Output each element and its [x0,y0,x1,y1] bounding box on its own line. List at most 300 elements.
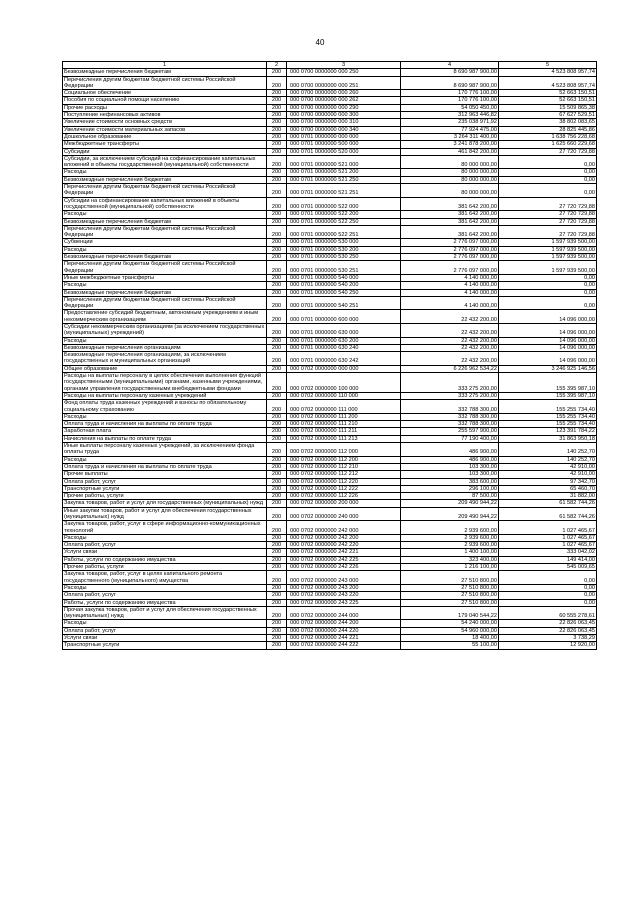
table-row [63,571,597,585]
row-line-code: 200 [267,337,287,344]
row-executed: 31 882,00 [499,493,597,500]
table-row [63,606,597,620]
row-approved: 296 100,00 [401,485,499,492]
table-row [63,126,597,133]
row-approved: 312 963 446,82 [401,112,499,119]
row-executed: 27 720 729,88 [499,197,597,211]
table-row [63,421,597,428]
header-col-name: 1 [63,62,267,69]
row-approved: 486 900,00 [401,443,499,457]
table-row [63,211,597,218]
header-col-executed: 5 [499,62,597,69]
table-row [63,141,597,148]
table-row [63,493,597,500]
row-executed: 545 009,65 [499,564,597,571]
row-name: Расходы [63,413,267,420]
table-row [63,635,597,642]
row-budget-code: 000 0702 0000000 200 000 [287,500,401,507]
row-executed: 61 582 744,26 [499,507,597,521]
row-line-code: 200 [267,428,287,435]
table-row [63,155,597,169]
row-name: Расходы [63,246,267,253]
row-executed: 1 638 756 228,68 [499,133,597,140]
row-budget-code: 000 0701 0000000 521 250 [287,176,401,183]
row-executed: 1 625 660 229,68 [499,141,597,148]
row-name: Расходы [63,211,267,218]
row-name: Дошкольное образование [63,133,267,140]
table-row [63,119,597,126]
row-executed: 27 720 729,88 [499,225,597,239]
table-row [63,599,597,606]
table-row [63,507,597,521]
row-name: Оплата труда и начисления на выплаты по оплате труда [63,421,267,428]
row-line-code: 200 [267,133,287,140]
table-row [63,344,597,351]
row-budget-code: 000 0701 0000000 522 251 [287,225,401,239]
row-line-code: 200 [267,435,287,442]
row-approved: 80 000 000,00 [401,176,499,183]
row-name: Закупка товаров, работ и услуг для государственных (муниципальных) нужд [63,500,267,507]
table-row [63,169,597,176]
row-executed: 3 738,29 [499,635,597,642]
row-executed: 1 597 939 500,00 [499,254,597,261]
row-budget-code: 000 0702 0000000 112 222 [287,485,401,492]
row-approved: 80 000 000,00 [401,155,499,169]
row-executed: 14 096 000,00 [499,310,597,324]
row-line-code: 200 [267,261,287,275]
page-number: 40 [315,38,325,47]
row-approved: 87 500,00 [401,493,499,500]
row-budget-code: 000 0701 0000000 522 000 [287,197,401,211]
row-executed: 27 720 729,88 [499,211,597,218]
row-line-code: 200 [267,119,287,126]
row-executed: 0,00 [499,184,597,198]
row-name: Заработная плата [63,428,267,435]
row-approved: 103 300,00 [401,463,499,470]
row-line-code: 200 [267,211,287,218]
budget-report-table [62,61,597,650]
row-name: Услуги связи [63,549,267,556]
row-line-code: 200 [267,246,287,253]
row-executed: 0,00 [499,584,597,591]
row-budget-code: 000 0702 0000000 112 212 [287,471,401,478]
row-executed: 1 027 465,67 [499,521,597,535]
row-approved: 170 776 100,00 [401,90,499,97]
row-name: Социальное обеспечение [63,90,267,97]
table-row [63,176,597,183]
row-approved: 381 642 200,00 [401,197,499,211]
row-name: Безвозмездные перечисления организациям [63,344,267,351]
row-budget-code: 000 0702 0000000 242 225 [287,556,401,563]
row-line-code: 200 [267,620,287,627]
row-line-code: 200 [267,239,287,246]
row-name: Иные выплаты персоналу казенных учреждений, за исключением фонда оплаты труда [63,443,267,457]
row-executed: 67 627 529,51 [499,112,597,119]
row-approved: 170 776 100,00 [401,97,499,104]
row-approved: 486 900,00 [401,456,499,463]
row-approved: 332 788 300,00 [401,400,499,414]
row-name: Расходы [63,169,267,176]
row-name: Иные межбюджетные трансферты [63,274,267,281]
row-approved: 3 264 311 400,00 [401,133,499,140]
row-name: Расходы [63,620,267,627]
row-budget-code: 000 0701 0000000 630 240 [287,344,401,351]
row-budget-code: 000 0700 0000000 000 300 [287,112,401,119]
row-budget-code: 000 0702 0000000 243 000 [287,571,401,585]
row-line-code: 200 [267,97,287,104]
row-executed: 4 523 808 957,74 [499,69,597,76]
row-executed: 0,00 [499,296,597,310]
row-approved: 8 690 987 900,00 [401,76,499,90]
table-row [63,104,597,111]
row-budget-code: 000 0701 0000000 522 200 [287,211,401,218]
row-name: Субвенции [63,239,267,246]
table-row [63,456,597,463]
row-approved: 381 642 200,00 [401,225,499,239]
row-line-code: 200 [267,352,287,366]
row-approved: 4 140 000,00 [401,282,499,289]
table-row [63,620,597,627]
row-line-code: 200 [267,485,287,492]
row-approved: 55 100,00 [401,642,499,649]
table-row [63,239,597,246]
row-approved: 4 140 000,00 [401,289,499,296]
row-budget-code: 000 0700 0000000 000 260 [287,90,401,97]
row-line-code: 200 [267,456,287,463]
row-name: Межбюджетные трансферты [63,141,267,148]
row-name: Перечисления другим бюджетам бюджетной системы Российской Федерации [63,76,267,90]
row-executed: 0,00 [499,592,597,599]
row-executed: 0,00 [499,176,597,183]
row-approved: 6 226 962 534,22 [401,365,499,372]
row-name: Оплата работ, услуг [63,542,267,549]
row-executed: 14 096 000,00 [499,323,597,337]
row-line-code: 200 [267,392,287,399]
table-row [63,534,597,541]
row-line-code: 200 [267,463,287,470]
row-approved: 461 842 200,00 [401,148,499,155]
table-row [63,289,597,296]
row-approved: 179 040 544,22 [401,606,499,620]
row-approved: 27 510 800,00 [401,571,499,585]
row-budget-code: 000 0700 0000000 000 250 [287,69,401,76]
row-name: Безвозмездные перечисления бюджетам [63,218,267,225]
row-executed: 97 342,70 [499,478,597,485]
row-name: Прочие работы, услуги [63,564,267,571]
row-executed: 155 395 987,10 [499,373,597,393]
row-budget-code: 000 0702 0000000 111 200 [287,413,401,420]
row-executed: 0,00 [499,599,597,606]
row-executed: 52 663 150,51 [499,90,597,97]
row-executed: 1 597 939 500,00 [499,239,597,246]
row-executed: 28 825 445,86 [499,126,597,133]
row-name: Расходы [63,282,267,289]
table-row [63,443,597,457]
row-approved: 54 960 000,00 [401,627,499,634]
row-executed: 15 509 865,38 [499,104,597,111]
row-line-code: 200 [267,310,287,324]
row-line-code: 200 [267,599,287,606]
row-budget-code: 000 0702 0000000 242 000 [287,521,401,535]
row-name: Субсидии на софинансирование капитальных вложений в объекты государственной (муниципальной) собственности [63,197,267,211]
row-line-code: 200 [267,571,287,585]
table-row [63,556,597,563]
row-name: Перечисления другим бюджетам бюджетной системы Российской Федерации [63,225,267,239]
row-line-code: 200 [267,289,287,296]
row-line-code: 200 [267,184,287,198]
row-budget-code: 000 0702 0000000 112 200 [287,456,401,463]
row-budget-code: 000 0702 0000000 243 225 [287,599,401,606]
row-approved: 22 432 200,00 [401,337,499,344]
row-budget-code: 000 0702 0000000 111 000 [287,400,401,414]
row-budget-code: 000 0701 0000000 521 251 [287,184,401,198]
row-approved: 18 400,00 [401,635,499,642]
row-budget-code: 000 0702 0000000 242 220 [287,542,401,549]
row-name: Расходы на выплаты персоналу казенных учреждений [63,392,267,399]
row-approved: 4 140 000,00 [401,296,499,310]
row-budget-code: 000 0702 0000000 244 222 [287,642,401,649]
row-executed: 140 252,70 [499,456,597,463]
row-line-code: 200 [267,421,287,428]
row-name: Субсидии, за исключением субсидий на софинансирование капитальных вложений в объекты государственной (муниципальной) собственности [63,155,267,169]
row-line-code: 200 [267,627,287,634]
row-budget-code: 000 0701 0000000 530 000 [287,239,401,246]
row-line-code: 200 [267,155,287,169]
row-name: Перечисления другим бюджетам бюджетной системы Российской Федерации [63,296,267,310]
table-row [63,352,597,366]
row-approved: 22 432 200,00 [401,310,499,324]
row-executed: 65 460,70 [499,485,597,492]
row-budget-code: 000 0701 0000000 540 250 [287,289,401,296]
row-line-code: 200 [267,642,287,649]
row-executed: 0,00 [499,274,597,281]
row-name: Закупка товаров, работ, услуг в целях капитального ремонта государственного (муниципального) имущества [63,571,267,585]
row-name: Перечисления другим бюджетам бюджетной системы Российской Федерации [63,184,267,198]
row-budget-code: 000 0702 0000000 242 200 [287,534,401,541]
row-budget-code: 000 0702 0000000 000 000 [287,365,401,372]
row-line-code: 200 [267,254,287,261]
row-executed: 0,00 [499,155,597,169]
row-budget-code: 000 0701 0000000 000 000 [287,133,401,140]
row-line-code: 200 [267,373,287,393]
row-line-code: 200 [267,534,287,541]
row-approved: 333 275 200,00 [401,392,499,399]
row-line-code: 200 [267,90,287,97]
row-approved: 54 050 450,00 [401,104,499,111]
row-name: Расходы [63,456,267,463]
row-executed: 27 720 729,88 [499,218,597,225]
row-executed: 0,00 [499,169,597,176]
row-executed: 1 027 465,67 [499,542,597,549]
row-name: Оплата работ, услуг [63,627,267,634]
row-line-code: 200 [267,218,287,225]
row-name: Расходы на выплаты персоналу в целях обеспечения выполнения функций государственными (муниципальными) органами, казенными учреждениями, органами управления государственными внебюджетными фондами [63,373,267,393]
row-name: Безвозмездные перечисления организациям, за исключением государственных и муниципальных организаций [63,352,267,366]
row-approved: 2 776 097 000,00 [401,246,499,253]
row-name: Иные закупки товаров, работ и услуг для обеспечения государственных (муниципальных) нужд [63,507,267,521]
row-executed: 1 597 939 500,00 [499,246,597,253]
row-budget-code: 000 0701 0000000 521 200 [287,169,401,176]
row-name: Транспортные услуги [63,485,267,492]
row-budget-code: 000 0700 0000000 000 262 [287,97,401,104]
row-budget-code: 000 0701 0000000 630 000 [287,323,401,337]
row-name: Оплата работ, услуг [63,592,267,599]
table-row [63,365,597,372]
row-executed: 4 523 808 957,74 [499,76,597,90]
row-line-code: 200 [267,635,287,642]
row-budget-code: 000 0702 0000000 112 210 [287,463,401,470]
table-row [63,400,597,414]
row-name: Поступление нефинансовых активов [63,112,267,119]
table-row [63,642,597,649]
row-budget-code: 000 0702 0000000 112 000 [287,443,401,457]
row-line-code: 200 [267,274,287,281]
row-approved: 2 776 097 000,00 [401,254,499,261]
table-header-row [63,62,597,69]
row-approved: 381 642 200,00 [401,218,499,225]
row-name: Безвозмездные перечисления бюджетам [63,69,267,76]
row-approved: 3 241 878 200,00 [401,141,499,148]
row-line-code: 200 [267,400,287,414]
row-line-code: 200 [267,542,287,549]
row-budget-code: 000 0701 0000000 530 250 [287,254,401,261]
header-col-approved: 4 [401,62,499,69]
row-name: Прочие расходы [63,104,267,111]
row-budget-code: 000 0701 0000000 530 251 [287,261,401,275]
row-executed: 31 863 950,18 [499,435,597,442]
table-row [63,485,597,492]
row-approved: 383 600,00 [401,478,499,485]
row-name: Безвозмездные перечисления бюджетам [63,254,267,261]
row-executed: 1 027 465,67 [499,534,597,541]
row-budget-code: 000 0701 0000000 540 000 [287,274,401,281]
row-approved: 323 400,00 [401,556,499,563]
row-budget-code: 000 0702 0000000 100 000 [287,373,401,393]
table-row [63,282,597,289]
row-budget-code: 000 0700 0000000 000 340 [287,126,401,133]
row-name: Работы, услуги по содержанию имущества [63,556,267,563]
table-row [63,261,597,275]
table-row [63,296,597,310]
row-name: Фонд оплаты труда казенных учреждений и взносы по обязательному социальному страхованию [63,400,267,414]
row-name: Расходы [63,584,267,591]
table-row [63,392,597,399]
row-name: Расходы [63,534,267,541]
row-name: Общее образование [63,365,267,372]
row-approved: 77 924 475,00 [401,126,499,133]
row-name: Закупка товаров, работ, услуг в сфере информационно-коммуникационных технологий [63,521,267,535]
table-row [63,254,597,261]
row-budget-code: 000 0702 0000000 110 000 [287,392,401,399]
row-approved: 8 690 987 900,00 [401,69,499,76]
row-executed: 0,00 [499,282,597,289]
row-executed: 333 042,02 [499,549,597,556]
row-budget-code: 000 0701 0000000 630 242 [287,352,401,366]
row-line-code: 200 [267,323,287,337]
row-name: Прочие работы, услуги [63,493,267,500]
row-approved: 103 300,00 [401,471,499,478]
row-line-code: 200 [267,141,287,148]
row-line-code: 200 [267,478,287,485]
row-approved: 22 432 200,00 [401,344,499,351]
row-approved: 255 597 900,00 [401,428,499,435]
table-row [63,323,597,337]
row-budget-code: 000 0701 0000000 500 000 [287,141,401,148]
table-row [63,225,597,239]
row-budget-code: 000 0702 0000000 242 221 [287,549,401,556]
table-row [63,463,597,470]
row-budget-code: 000 0701 0000000 520 000 [287,148,401,155]
row-executed: 140 252,70 [499,443,597,457]
row-line-code: 200 [267,500,287,507]
row-budget-code: 000 0702 0000000 111 211 [287,428,401,435]
row-name: Безвозмездные перечисления бюджетам [63,289,267,296]
row-executed: 0,00 [499,289,597,296]
row-line-code: 200 [267,197,287,211]
row-name: Субсидии некоммерческим организациям (за исключением государственных (муниципальных) учреждений) [63,323,267,337]
row-line-code: 200 [267,413,287,420]
row-approved: 332 788 300,00 [401,421,499,428]
row-line-code: 200 [267,104,287,111]
row-approved: 22 432 200,00 [401,323,499,337]
row-budget-code: 000 0701 0000000 521 000 [287,155,401,169]
row-line-code: 200 [267,564,287,571]
row-budget-code: 000 0701 0000000 522 250 [287,218,401,225]
row-approved: 332 788 300,00 [401,413,499,420]
row-line-code: 200 [267,493,287,500]
row-name: Транспортные услуги [63,642,267,649]
row-name: Субсидии [63,148,267,155]
row-line-code: 200 [267,69,287,76]
row-budget-code: 000 0701 0000000 530 200 [287,246,401,253]
table-row [63,471,597,478]
row-approved: 209 490 944,22 [401,500,499,507]
row-line-code: 200 [267,365,287,372]
table-row [63,310,597,324]
row-line-code: 200 [267,76,287,90]
row-executed: 42 910,00 [499,471,597,478]
table-row [63,148,597,155]
row-executed: 155 255 734,40 [499,421,597,428]
row-name: Пособия по социальной помощи населению [63,97,267,104]
table-row [63,197,597,211]
row-budget-code: 000 0701 0000000 630 200 [287,337,401,344]
row-line-code: 200 [267,521,287,535]
row-name: Прочие выплаты [63,471,267,478]
table-row [63,76,597,90]
table-row [63,97,597,104]
row-approved: 209 490 944,22 [401,507,499,521]
row-name: Прочая закупка товаров, работ и услуг для обеспечения государственных (муниципальных) нужд [63,606,267,620]
row-line-code: 200 [267,549,287,556]
row-executed: 1 597 939 500,00 [499,261,597,275]
row-approved: 22 432 200,00 [401,352,499,366]
table-row [63,564,597,571]
row-name: Расходы [63,337,267,344]
table-row [63,274,597,281]
row-name: Работы, услуги по содержанию имущества [63,599,267,606]
row-budget-code: 000 0701 0000000 540 200 [287,282,401,289]
row-budget-code: 000 0702 0000000 112 226 [287,493,401,500]
row-executed: 155 255 734,40 [499,400,597,414]
table-row [63,246,597,253]
row-executed: 27 720 729,88 [499,148,597,155]
table-row [63,500,597,507]
header-col-budget-code: 3 [287,62,401,69]
row-line-code: 200 [267,584,287,591]
row-line-code: 200 [267,225,287,239]
row-budget-code: 000 0702 0000000 244 221 [287,635,401,642]
